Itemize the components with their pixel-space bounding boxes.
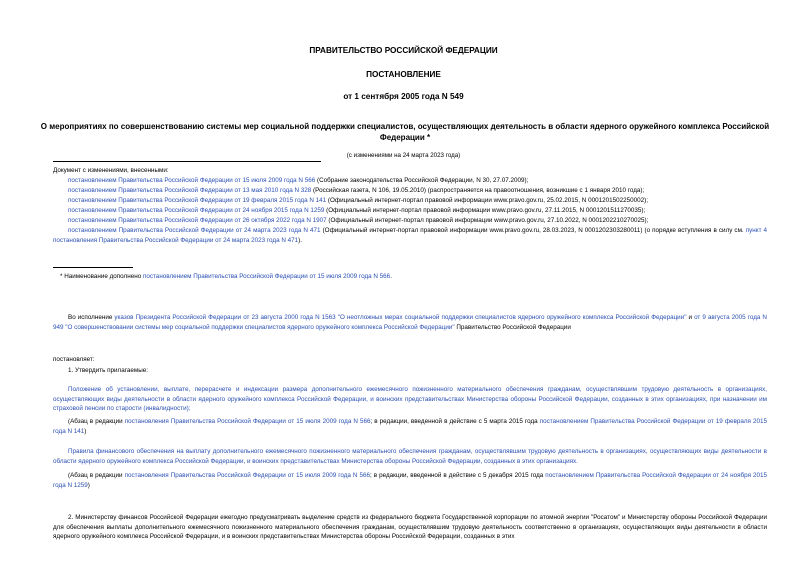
change-text: (Официальный интернет-портал правовой информации www.pravo.gov.ru, 28.03.2023, N 0001202303280011) (о порядке вступления в силу см. <box>320 227 746 234</box>
change-item <box>68 206 645 215</box>
change-link[interactable]: постановлением Правительства Российской Федерации от 13 мая 2010 года N 328 <box>68 187 312 194</box>
decree-link-2000[interactable]: указов Президента Российской Федерации от 23 августа 2000 года N 1563 "О неотложных мерах социальной поддержки специалистов ядерного оружейного комплекса Российской Федерации" <box>114 314 687 321</box>
change-item <box>68 196 648 205</box>
note-link[interactable]: постановлением Правительства Российской Федерации от 24 ноября 2015 года N 1259 <box>53 472 767 489</box>
change-item <box>68 186 644 195</box>
change-item <box>68 176 528 185</box>
change-link[interactable]: постановлением Правительства Российской Федерации от 24 марта 2023 года N 471 <box>68 227 321 234</box>
note-text: (Абзац в редакции <box>68 418 125 425</box>
item-1: 1. Утвердить прилагаемые: <box>68 367 148 374</box>
change-text: (Российская газета, N 106, 19.05.2010) (распространяется на правоотношения, возникшие с 1 января 2010 года); <box>311 187 645 194</box>
note-text: ; в редакции, введенной в действие с 5 марта 2015 года <box>370 418 540 425</box>
government-heading: ПРАВИТЕЛЬСТВО РОССИЙСКОЙ ФЕДЕРАЦИИ <box>309 46 498 55</box>
footnote-text: * Наименование дополнено <box>60 273 143 280</box>
preamble-mid: и <box>686 314 695 321</box>
change-text: (Собрание законодательства Российской Федерации, N 30, 27.07.2009); <box>315 177 529 184</box>
regulation-link[interactable]: Положение об установлении, выплате, перерасчете и индексации размера дополнительного ежемесячного пожизненного материального обеспечения гражданам, осуществлявшим трудовую деятельность в организациях, осуществляющих виды деятельности в области ядерного оружейного комплекса Российской Федерации, и воинских представительствах Министерства обороны Российской Федерации, созданных в этих организациях, при назначении им страховой пенсии по старости (инвалидности); <box>53 386 767 412</box>
decree-link-2005[interactable]: от 9 августа 2005 года N 949 "О совершенствовании системы мер социальной поддержки специалистов ядерного оружейного комплекса Российской Федерации" <box>53 314 767 331</box>
footnote-end: . <box>390 273 392 280</box>
preamble <box>53 313 767 332</box>
change-text: (Официальный интернет-портал правовой информации www.pravo.gov.ru, 27.11.2015, N 0001201511270035); <box>324 207 646 214</box>
change-link[interactable]: постановлением Правительства Российской Федерации от 19 февраля 2015 года N 141 <box>68 197 327 204</box>
footnote-link[interactable]: постановлением Правительства Российской Федерации от 15 июля 2009 года N 566 <box>142 273 391 280</box>
footnote <box>60 272 392 281</box>
changes-intro: Документ с изменениями, внесенными: <box>53 167 169 174</box>
amendment-note <box>53 471 767 490</box>
change-text: (Официальный интернет-портал правовой информации www.pravo.gov.ru, 25.02.2015, N 0001201502250002); <box>326 197 648 204</box>
footnote-separator <box>53 267 133 268</box>
separator-line <box>53 161 321 162</box>
note-text: (Абзац в редакции <box>68 472 125 479</box>
change-item <box>68 216 648 225</box>
change-text: (Официальный интернет-портал правовой информации www.pravo.gov.ru, 27.10.2022, N 0001202210270025); <box>326 217 649 224</box>
change-link[interactable]: постановлением Правительства Российской Федерации от 15 июля 2009 года N 566 <box>68 177 316 184</box>
change-text-end: ). <box>298 236 302 244</box>
change-link[interactable]: постановлением Правительства Российской Федерации от 26 октября 2022 года N 1907 <box>68 217 327 224</box>
document-title: О мероприятиях по совершенствованию системы мер социальной поддержки специалистов, осуществляющих деятельность в области ядерного оружейного комплекса Российской Федерации * <box>40 122 770 142</box>
note-link[interactable]: постановления Правительства Российской Федерации от 15 июля 2009 года N 566 <box>124 472 370 479</box>
note-end: ) <box>87 481 90 489</box>
note-end: ) <box>84 427 87 435</box>
change-item-last <box>53 226 767 245</box>
note-link[interactable]: постановлением Правительства Российской Федерации от 19 февраля 2015 года N 141 <box>53 418 767 435</box>
preamble-lead: Во исполнение <box>68 314 115 321</box>
resolves-label: постановляет: <box>53 356 95 363</box>
amendment-note <box>53 417 767 436</box>
revision-note: (с изменениями на 24 марта 2023 года) <box>346 152 461 159</box>
preamble-tail: Правительство Российской Федерации <box>454 323 571 331</box>
document-date: от 1 сентября 2005 года N 549 <box>343 92 464 101</box>
document-type: ПОСТАНОВЛЕНИЕ <box>366 70 441 79</box>
change-link[interactable]: постановлением Правительства Российской Федерации от 24 ноября 2015 года N 1259 <box>68 207 325 214</box>
note-text: ; в редакции, введенной в действие с 5 декабря 2015 года <box>369 472 546 479</box>
entry-into-force-link[interactable]: пункт 4 постановления Правительства Российской Федерации от 24 марта 2023 года N 471 <box>53 227 768 244</box>
item-2: 2. Министерству финансов Российской Федерации ежегодно предусматривать выделение средств из федерального бюджета Государственной корпорации по атомной энергии "Росатом" и Министерству обороны Российской Федерации для обеспечения выплаты дополнительного ежемесячного пожизненного материального обеспечения гражданам, осуществлявшим трудовую деятельность соответственно в организациях, осуществляющих виды деятельности в области ядерного оружейного комплекса Российской Федерации, и в воинских представительствах Министерства обороны Российской Федерации, созданных в этих <box>53 514 767 540</box>
rules-link[interactable]: Правила финансового обеспечения на выплату дополнительного ежемесячного пожизненного материального обеспечения гражданам, осуществлявшим трудовую деятельность в организациях, осуществляющих виды деятельности в области ядерного оружейного комплекса Российской Федерации, и воинских представительствах Министерства обороны Российской Федерации, созданных в этих организациях. <box>53 448 767 465</box>
note-link[interactable]: постановления Правительства Российской Федерации от 15 июля 2009 года N 566 <box>124 418 371 425</box>
